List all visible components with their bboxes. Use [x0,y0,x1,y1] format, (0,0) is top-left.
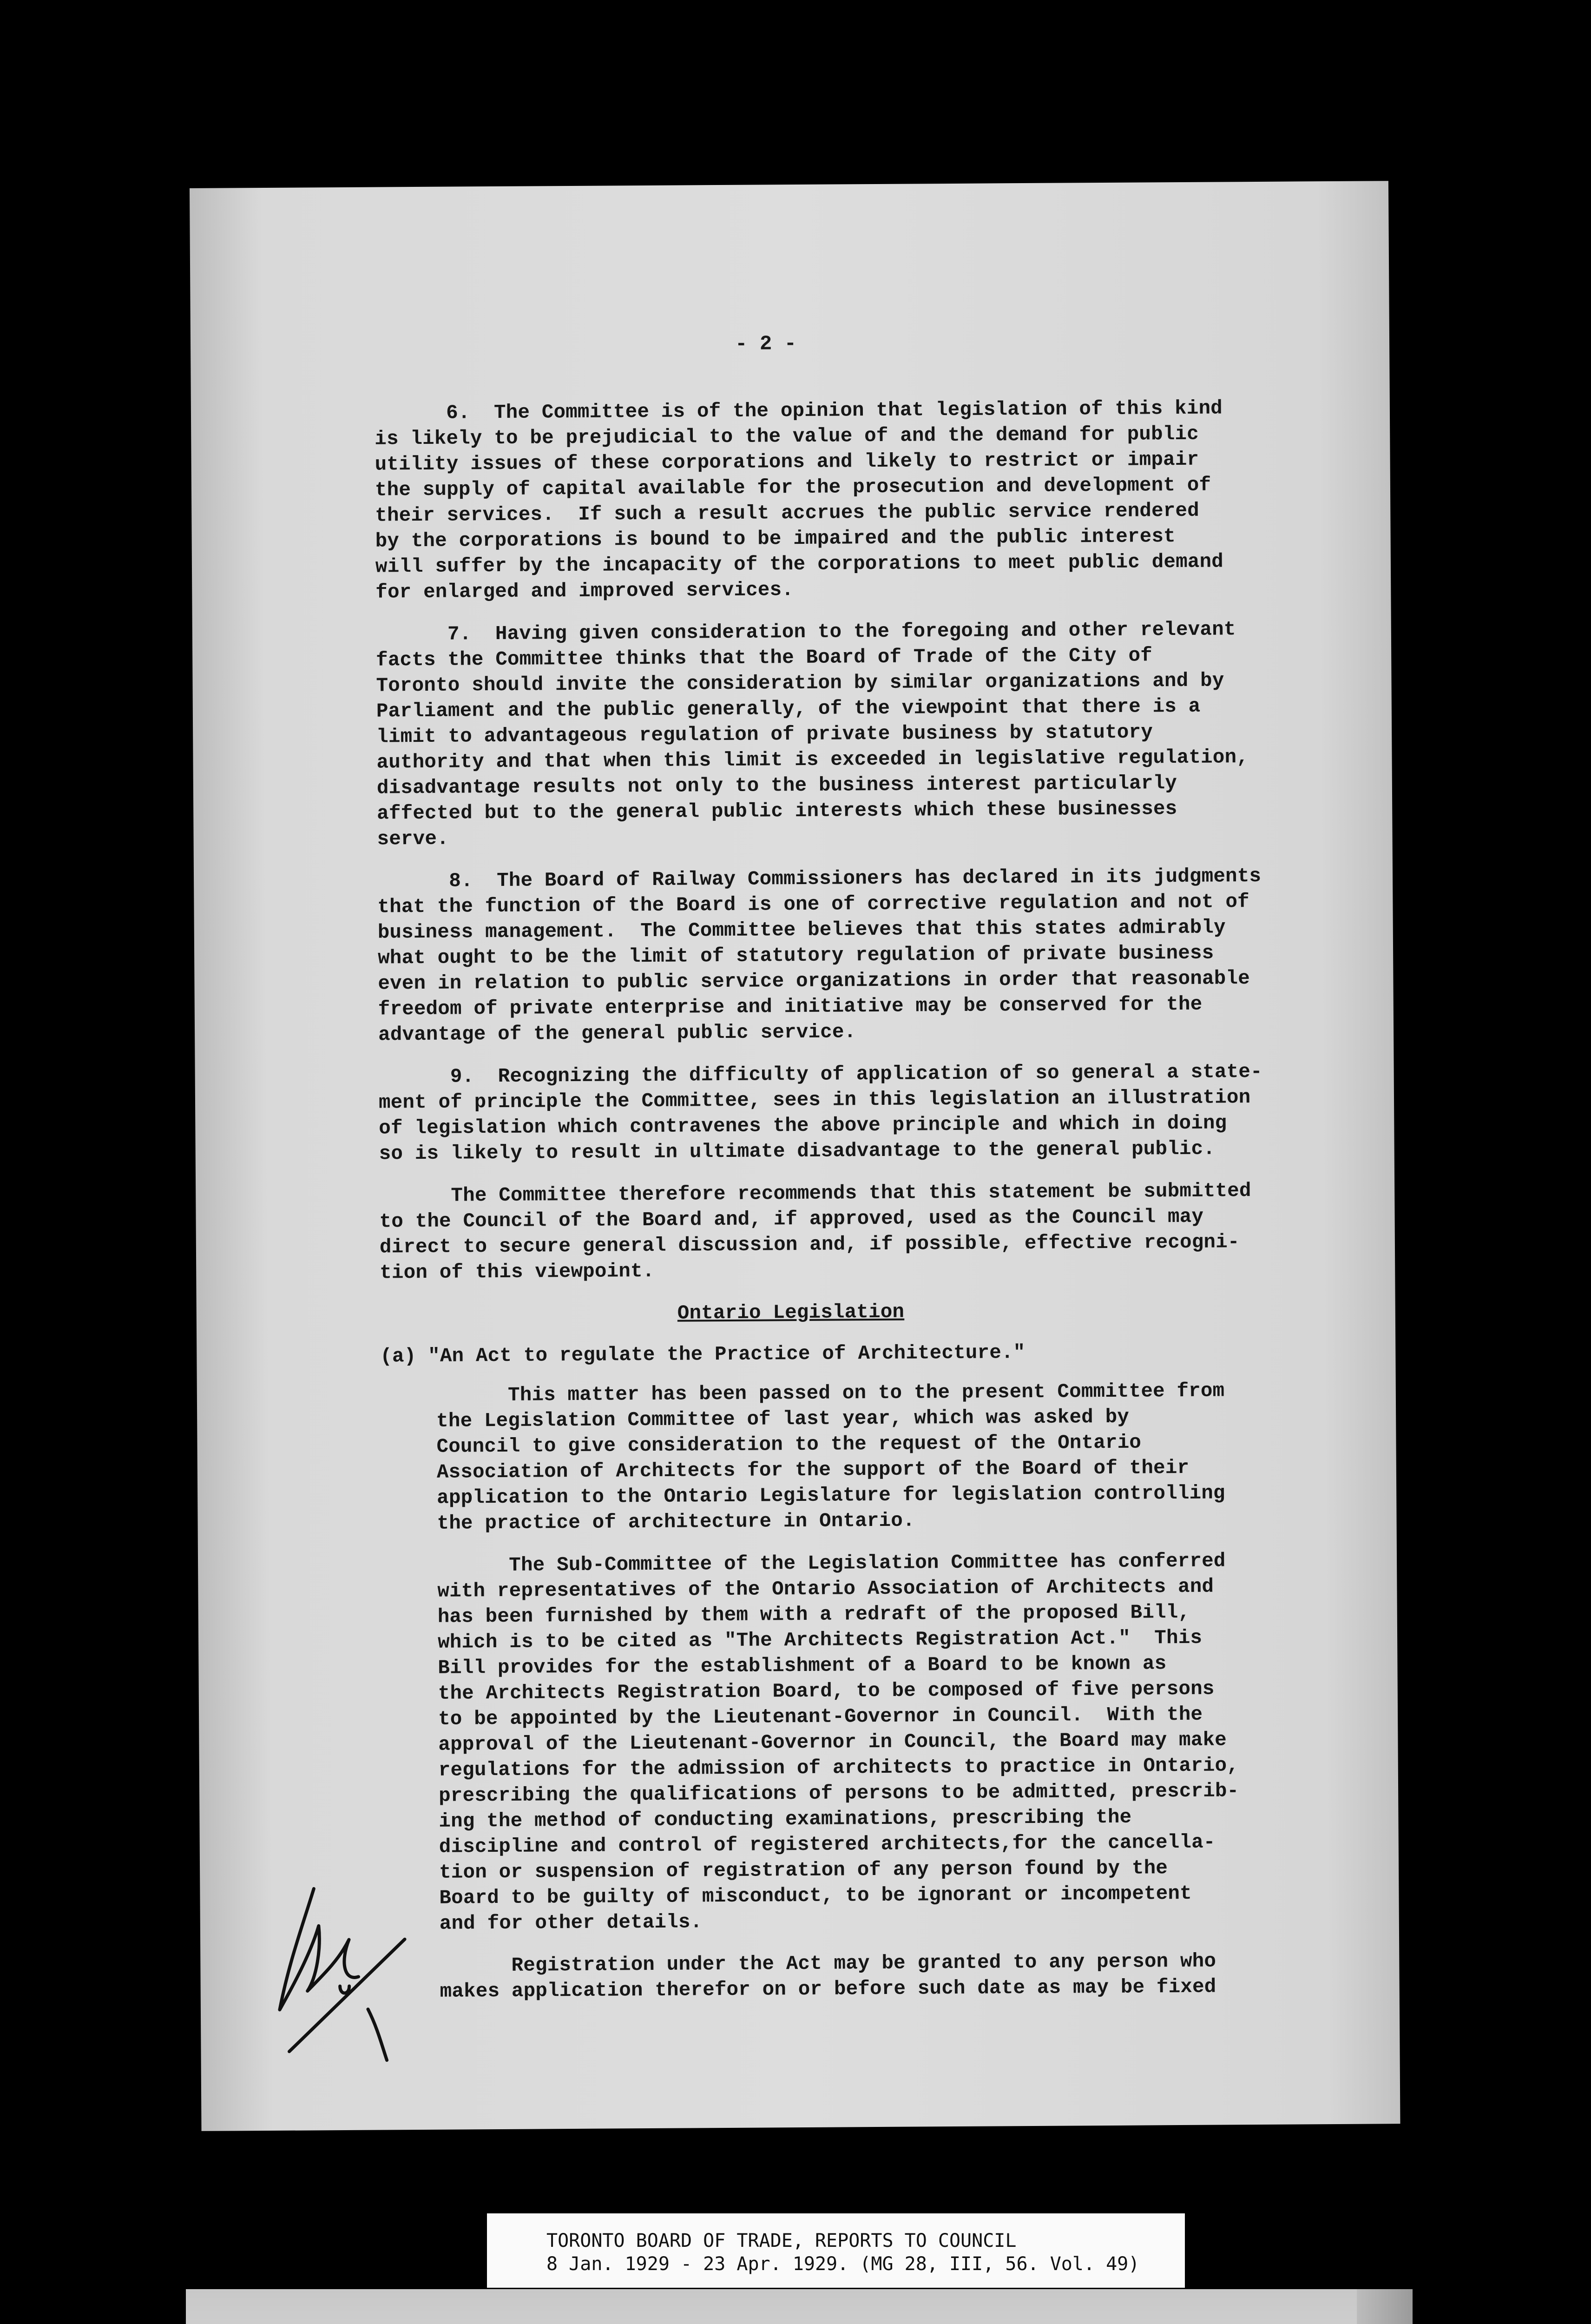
subparagraph-registration: Registration under the Act may be granted to any person who makes application therefor on or before such date as may be fixed [440,1950,1216,2003]
subparagraph-sub-committee: The Sub-Committee of the Legislation Committee has conferred with representatives of the Ontario Association of Architects and has been furnished by them with a redraft of the proposed Bill, which is to be cited as "The Architects Registration Act." This Bill provides for the establishment of a Board to be known as the Architects Registration Board, to be composed of five persons to be appointed by the Lieutenant-Governor in Council. With the approval of the Lieutenant-Governor in Council, the Board may make regulations for the admission of architects to practice in Ontario, prescribing the qualifications of persons to be admitted, prescrib- ing the method of conducting examinations, prescribing the discipline and control of registered architects,for the cancella- tion or suspension of registration of any person found by the Board to be guilty of misconduct, to be ignorant or incompetent and for other details. [437,1550,1239,1935]
caption-line-1: TORONTO BOARD OF TRADE, REPORTS TO COUNCIL [546,2230,1017,2251]
handwritten-initials [270,1869,420,2066]
paragraph-9: 9. Recognizing the difficulty of application of so general a state- ment of principle the Committee, sees in this legislation an illustration of legislation which contravenes the above principle and which in doing so is likely to result in ultimate disadvantage to the general public. [378,1060,1262,1165]
paragraph-8: 8. The Board of Railway Commissioners has declared in its judgments that the function of the Board is one of corrective regulation and not of business management. The Committee believes that this states admirably what ought to be the limit of statutory regulation of private business even in relation to public service organizations in order that reasonable freedom of private enterprise and initiative may be conserved for the advantage of the general public service. [377,865,1262,1046]
paragraph-recommendation: The Committee therefore recommends that this statement be submitted to the Council of the Board and, if approved, used as the Council may direct to secure general discussion and, if possible, effective recogni- tion of this viewpoint. [379,1180,1251,1284]
archive-caption-label [487,2213,1185,2288]
page-number: - 2 - [735,332,797,356]
subitem-a-title: (a) "An Act to regulate the Practice of Architecture." [380,1341,1026,1368]
paragraph-7: 7. Having given consideration to the foregoing and other relevant facts the Committee thinks that the Board of Trade of the City of Toronto should invite the consideration by similar organizations and by Parliament and the public generally, of the viewpoint that there is a limit to advantageous regulation of private business by statutory authority and that when this limit is exceeded in legislative regulation, disadvantage results not only to the business interest particularly affected but to the general public interests which these businesses serve. [375,618,1249,851]
paragraph-6: 6. The Committee is of the opinion that legislation of this kind is likely to be prejudicial to the value of and the demand for public utility issues of these corporations and likely to restrict or impair the supply of capital available for the prosecution and development of their services. If such a result accrues the public service rendered by the corporations is bound to be impaired and the public interest will suffer by the incapacity of the corporations to meet public demand for enlarged and improved services. [374,397,1224,604]
section-heading-ontario-legislation: Ontario Legislation [677,1301,905,1325]
subparagraph-matter-passed: This matter has been passed on to the present Committee from the Legislation Committee of last year, which was asked by Council to give consideration to the request of the Ontario Association of Architects for the support of the Board of their application to the Ontario Legislature for legislation controlling the practice of architecture in Ontario. [436,1380,1225,1535]
document-page [190,181,1400,2131]
stamp-edge-shadow [1357,2289,1413,2324]
public-archives-stamp [186,2289,1413,2324]
document-body [374,396,1262,2021]
caption-line-2: 8 Jan. 1929 - 23 Apr. 1929. (MG 28, III, 56. Vol. 49) [546,2253,1140,2275]
